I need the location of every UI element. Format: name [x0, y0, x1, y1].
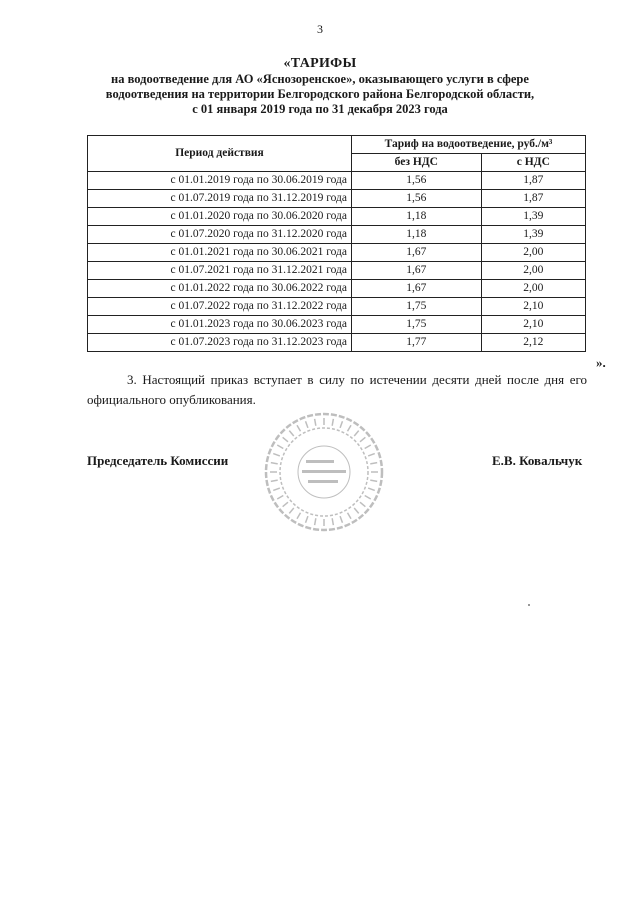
row-period: с 01.01.2022 года по 30.06.2022 года	[88, 280, 352, 298]
row-with-vat: 2,00	[481, 262, 585, 280]
signature-name: Е.В. Ковальчук	[492, 453, 583, 468]
row-with-vat: 1,39	[481, 226, 585, 244]
row-no-vat: 1,67	[352, 280, 482, 298]
table-row	[88, 244, 586, 262]
row-no-vat: 1,75	[352, 298, 482, 316]
row-no-vat: 1,18	[352, 208, 482, 226]
row-with-vat: 1,39	[481, 208, 585, 226]
table-row	[88, 334, 586, 352]
row-no-vat: 1,56	[352, 190, 482, 208]
title-line-1: на водоотведение для АО «Яснозоренское», оказывающего услуги в сфере	[111, 72, 529, 86]
row-period: с 01.07.2023 года по 31.12.2023 года	[88, 334, 352, 352]
header-no-vat: без НДС	[352, 154, 482, 172]
table-row	[88, 190, 586, 208]
row-period: с 01.01.2020 года по 30.06.2020 года	[88, 208, 352, 226]
table-row	[88, 208, 586, 226]
row-no-vat: 1,56	[352, 172, 482, 190]
table-row	[88, 226, 586, 244]
header-tariff: Тариф на водоотведение, руб./м³	[352, 136, 586, 154]
row-with-vat: 2,00	[481, 244, 585, 262]
tariff-table-body	[88, 172, 586, 352]
table-row	[88, 298, 586, 316]
row-with-vat: 1,87	[481, 172, 585, 190]
table-row	[88, 280, 586, 298]
row-with-vat: 2,00	[481, 280, 585, 298]
official-seal-stamp-icon	[262, 410, 386, 534]
row-with-vat: 2,12	[481, 334, 585, 352]
row-period: с 01.07.2020 года по 31.12.2020 года	[88, 226, 352, 244]
table-row	[88, 262, 586, 280]
header-with-vat: с НДС	[481, 154, 585, 172]
row-no-vat: 1,77	[352, 334, 482, 352]
row-period: с 01.07.2022 года по 31.12.2022 года	[88, 298, 352, 316]
document-title	[60, 56, 580, 117]
tariff-table	[87, 135, 586, 352]
row-with-vat: 1,87	[481, 190, 585, 208]
page-number: 3	[317, 22, 323, 36]
table-header-row	[88, 136, 586, 154]
signature-role: Председатель Комиссии	[87, 453, 229, 468]
row-with-vat: 2,10	[481, 298, 585, 316]
title-line-2: водоотведения на территории Белгородского района Белгородской области,	[105, 87, 535, 101]
table-row	[88, 316, 586, 334]
row-no-vat: 1,67	[352, 262, 482, 280]
row-period: с 01.01.2021 года по 30.06.2021 года	[88, 244, 352, 262]
effective-clause: 3. Настоящий приказ вступает в силу по истечении десяти дней после дня его официального опубликования.	[87, 372, 587, 407]
title-main: «ТАРИФЫ	[283, 56, 357, 71]
row-period: с 01.01.2019 года по 30.06.2019 года	[88, 172, 352, 190]
row-period: с 01.07.2021 года по 31.12.2021 года	[88, 262, 352, 280]
scan-speck	[528, 604, 530, 606]
row-period: с 01.07.2019 года по 31.12.2019 года	[88, 190, 352, 208]
row-no-vat: 1,67	[352, 244, 482, 262]
closing-quote: ».	[596, 355, 606, 370]
row-with-vat: 2,10	[481, 316, 585, 334]
row-period: с 01.01.2023 года по 30.06.2023 года	[88, 316, 352, 334]
table-row	[88, 172, 586, 190]
row-no-vat: 1,18	[352, 226, 482, 244]
title-line-3: с 01 января 2019 года по 31 декабря 2023 года	[192, 102, 448, 116]
row-no-vat: 1,75	[352, 316, 482, 334]
header-period: Период действия	[88, 136, 352, 172]
